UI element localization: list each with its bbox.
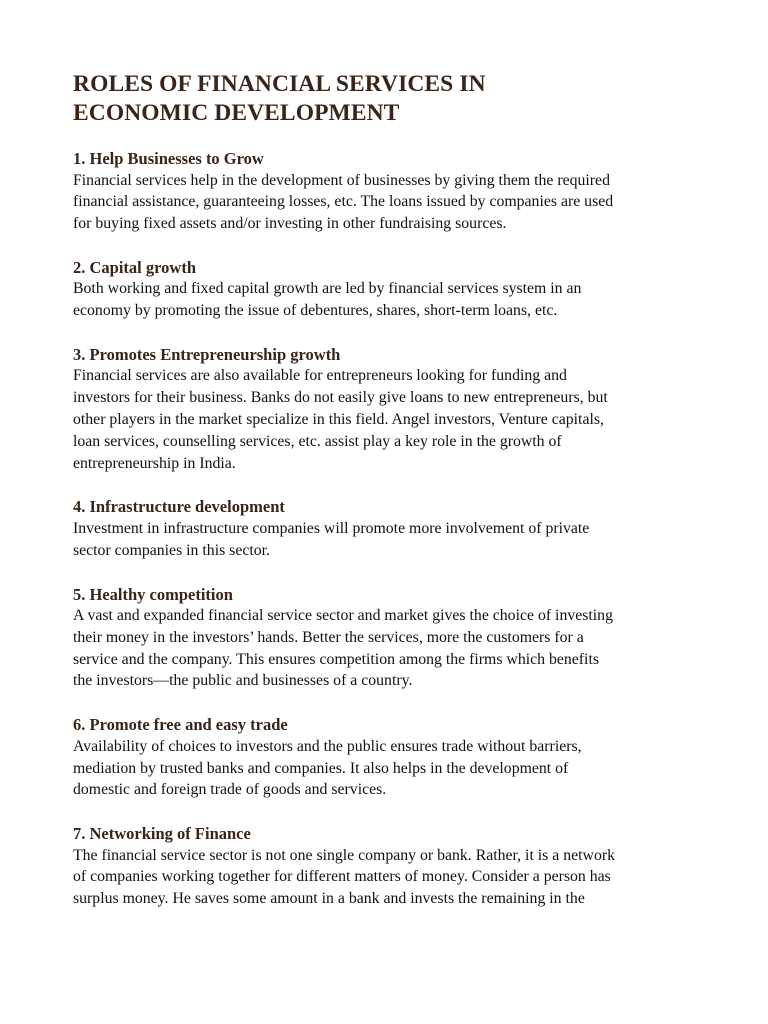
section-heading: 3. Promotes Entrepreneurship growth xyxy=(73,344,341,364)
section-body xyxy=(73,736,703,801)
section-body xyxy=(73,278,703,322)
document-page xyxy=(73,70,703,910)
body-line: the investors—the public and businesses of a country. xyxy=(73,672,413,690)
body-line: A vast and expanded financial service sector and market gives the choice of investing xyxy=(73,607,613,625)
body-line: service and the company. This ensures competition among the firms which benefits xyxy=(73,650,599,668)
section-heading: 6. Promote free and easy trade xyxy=(73,715,288,735)
section-1 xyxy=(73,148,703,235)
section-2 xyxy=(73,257,703,322)
body-line: Availability of choices to investors and the public ensures trade without barriers, xyxy=(73,737,582,755)
section-7 xyxy=(73,823,703,910)
body-line: Financial services help in the development of businesses by giving them the required xyxy=(73,171,610,189)
section-heading: 2. Capital growth xyxy=(73,257,196,277)
body-line: Financial services are also available for entrepreneurs looking for funding and xyxy=(73,367,567,385)
section-heading: 7. Networking of Finance xyxy=(73,824,251,844)
body-line: sector companies in this sector. xyxy=(73,541,270,559)
body-line: Investment in infrastructure companies will promote more involvement of private xyxy=(73,519,590,537)
body-line: investors for their business. Banks do not easily give loans to new entrepreneurs, but xyxy=(73,389,608,407)
body-line: Both working and fixed capital growth are led by financial services system in an xyxy=(73,280,582,298)
body-line: of companies working together for different matters of money. Consider a person has xyxy=(73,868,611,886)
section-6 xyxy=(73,714,703,801)
document-title-line-2: ECONOMIC DEVELOPMENT xyxy=(73,100,400,126)
body-line: The financial service sector is not one single company or bank. Rather, it is a network xyxy=(73,846,615,864)
section-body xyxy=(73,170,703,235)
section-body xyxy=(73,365,703,474)
body-line: their money in the investors’ hands. Better the services, more the customers for a xyxy=(73,628,584,646)
body-line: other players in the market specialize in this field. Angel investors, Venture capitals, xyxy=(73,411,604,429)
body-line: mediation by trusted banks and companies. It also helps in the development of xyxy=(73,759,569,777)
section-5 xyxy=(73,584,703,693)
section-4 xyxy=(73,496,703,561)
document-title-line-1: ROLES OF FINANCIAL SERVICES IN xyxy=(73,71,486,97)
body-line: surplus money. He saves some amount in a bank and invests the remaining in the xyxy=(73,890,585,908)
body-line: entrepreneurship in India. xyxy=(73,454,236,472)
section-heading: 5. Healthy competition xyxy=(73,584,233,604)
document-title xyxy=(73,70,703,128)
body-line: domestic and foreign trade of goods and services. xyxy=(73,781,387,799)
body-line: for buying fixed assets and/or investing in other fundraising sources. xyxy=(73,215,507,233)
section-heading: 4. Infrastructure development xyxy=(73,497,285,517)
sections-container xyxy=(73,148,703,910)
section-body xyxy=(73,845,703,910)
section-3 xyxy=(73,344,703,474)
section-heading: 1. Help Businesses to Grow xyxy=(73,149,264,168)
section-body xyxy=(73,518,703,562)
body-line: economy by promoting the issue of debentures, shares, short-term loans, etc. xyxy=(73,302,558,320)
body-line: loan services, counselling services, etc. assist play a key role in the growth of xyxy=(73,432,562,450)
body-line: financial assistance, guaranteeing losses, etc. The loans issued by companies are used xyxy=(73,193,614,211)
section-body xyxy=(73,605,703,692)
